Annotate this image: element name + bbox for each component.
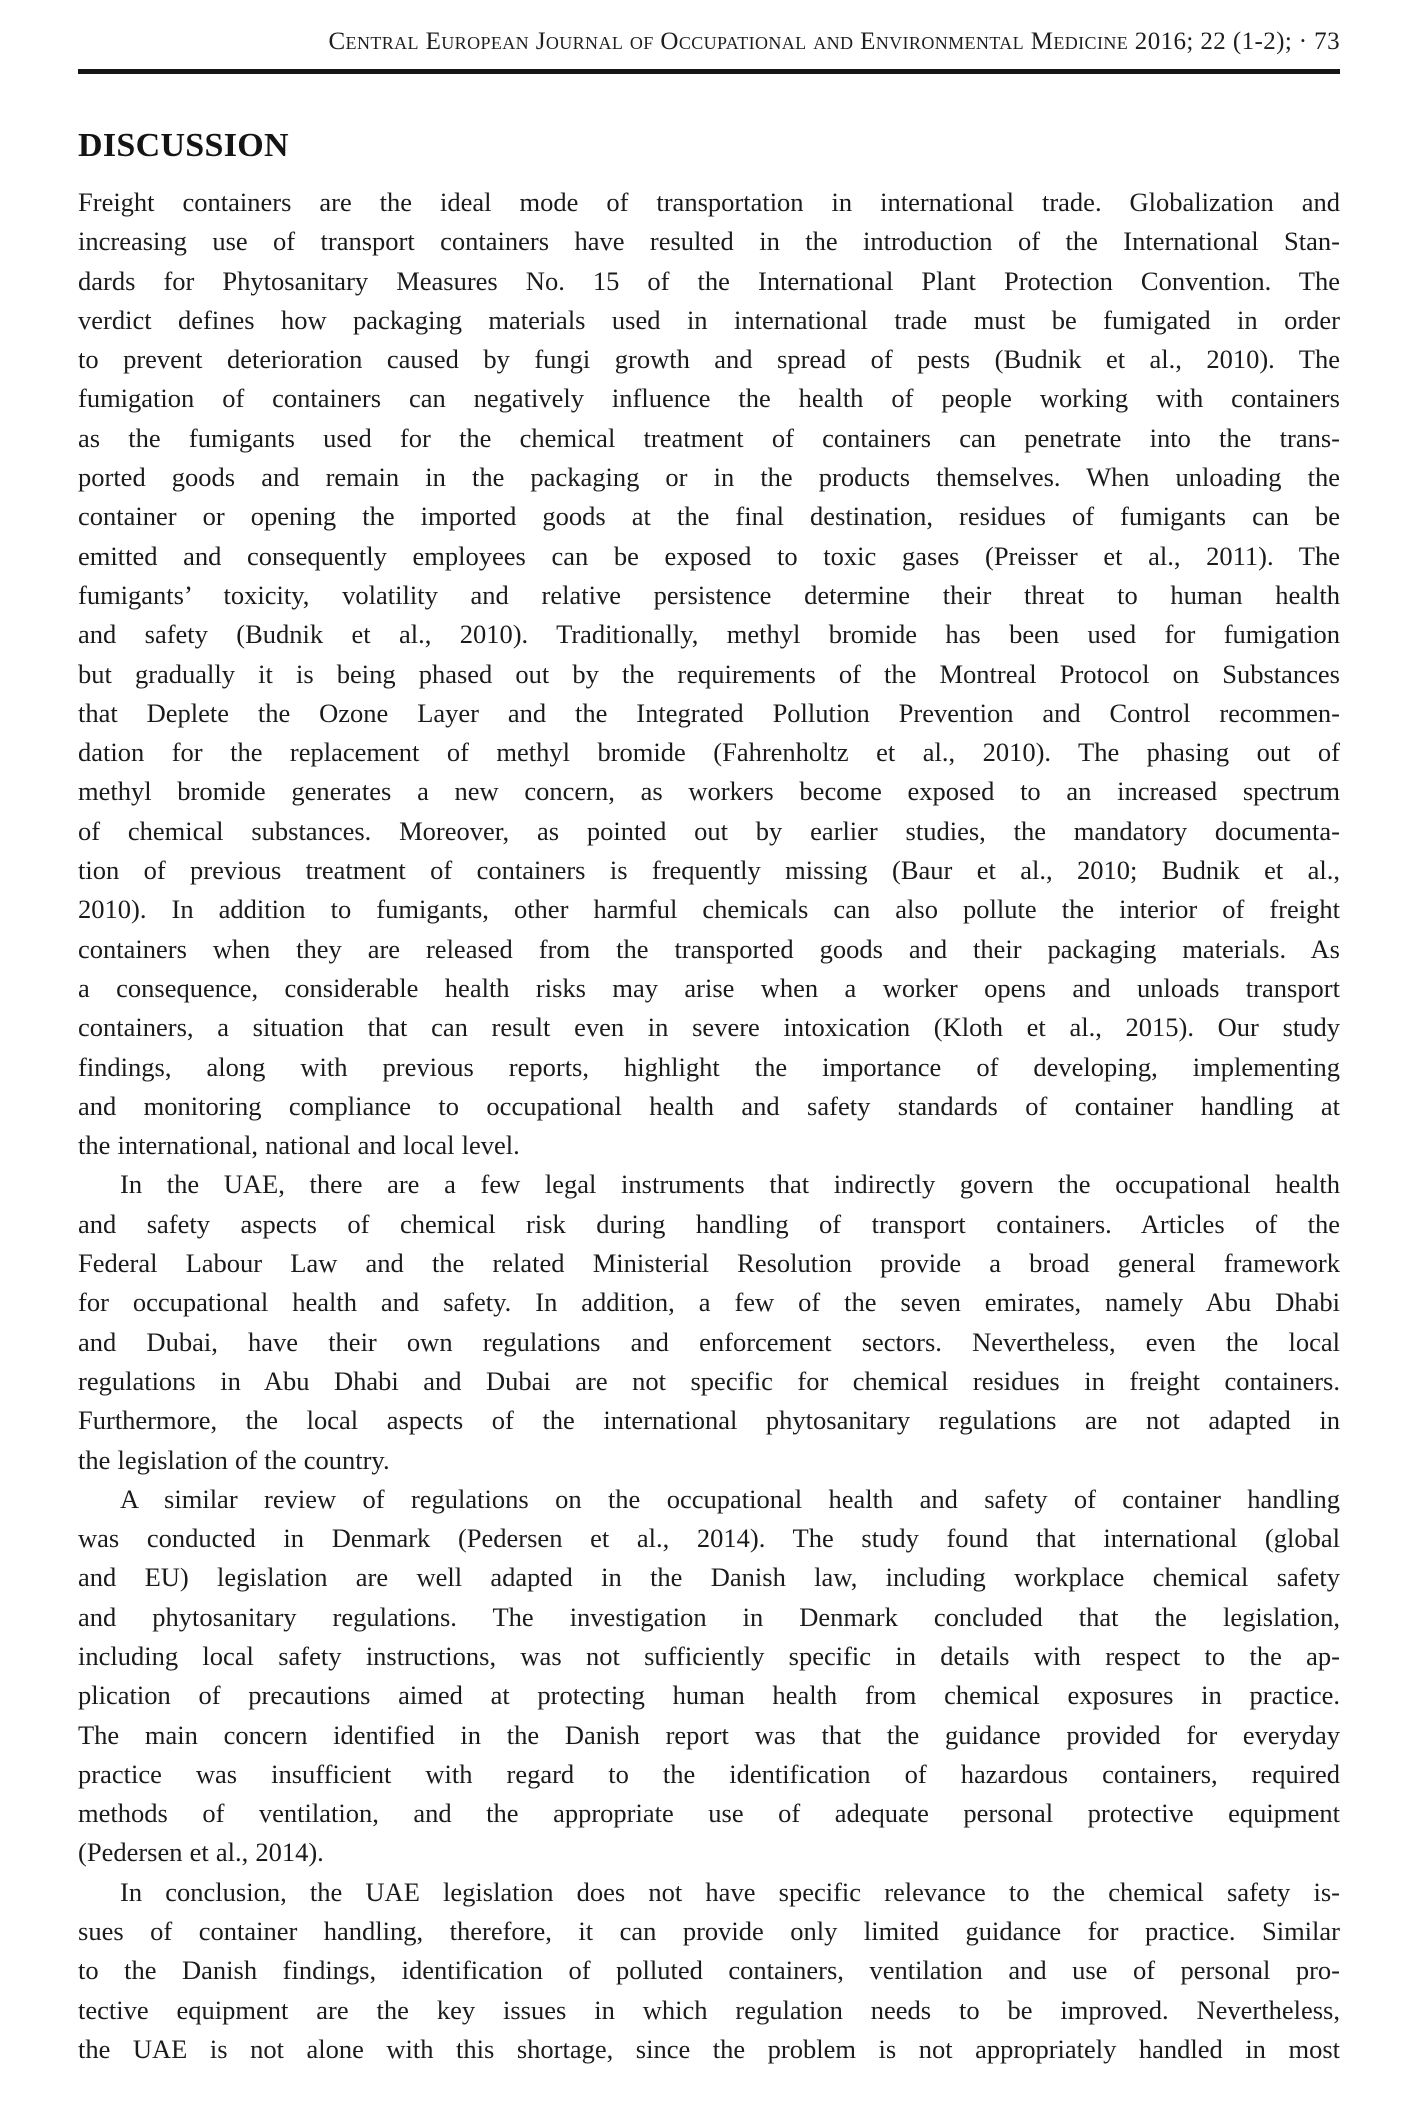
- text-line: fumigation of containers can negatively influence the health of people working with containers: [78, 383, 1340, 414]
- paragraph: [78, 183, 1340, 1165]
- paragraph: [78, 1873, 1340, 2069]
- text-line: sues of container handling, therefore, it can provide only limited guidance for practice. Similar: [78, 1916, 1340, 1947]
- text-line: and EU) legislation are well adapted in the Danish law, including workplace chemical safety: [78, 1562, 1340, 1593]
- text-line: and phytosanitary regulations. The investigation in Denmark concluded that the legislation,: [78, 1601, 1340, 1632]
- text-line: the UAE is not alone with this shortage, since the problem is not appropriately handled in most: [78, 2033, 1340, 2064]
- text-line: to prevent deterioration caused by fungi growth and spread of pests (Budnik et al., 2010). The: [78, 344, 1340, 375]
- text-line: and safety aspects of chemical risk during handling of transport containers. Articles of the: [78, 1208, 1340, 1239]
- text-line: containers when they are released from the transported goods and their packaging materials. As: [78, 933, 1340, 964]
- text-line: containers, a situation that can result even in severe intoxication (Kloth et al., 2015). Our study: [78, 1012, 1340, 1043]
- text-line: increasing use of transport containers have resulted in the introduction of the International Stan-: [78, 226, 1340, 257]
- text-line: In the UAE, there are a few legal instruments that indirectly govern the occupational health: [120, 1169, 1340, 1200]
- text-line: verdict defines how packaging materials used in international trade must be fumigated in order: [78, 304, 1340, 335]
- section-title: DISCUSSION: [78, 127, 289, 164]
- text-line: plication of precautions aimed at protecting human health from chemical exposures in practice.: [78, 1680, 1340, 1711]
- paragraph: [78, 1165, 1340, 1479]
- text-line: methods of ventilation, and the appropriate use of adequate personal protective equipment: [78, 1798, 1340, 1829]
- text-line: the international, national and local level.: [78, 1130, 520, 1161]
- text-line: to the Danish findings, identification of polluted containers, ventilation and use of personal pro-: [78, 1955, 1340, 1986]
- text-line: dards for Phytosanitary Measures No. 15 of the International Plant Protection Convention. The: [78, 265, 1340, 296]
- text-line: A similar review of regulations on the occupational health and safety of container handling: [120, 1483, 1340, 1514]
- text-line: Freight containers are the ideal mode of transportation in international trade. Globalization and: [78, 187, 1340, 217]
- text-line: was conducted in Denmark (Pedersen et al., 2014). The study found that international (global: [78, 1523, 1340, 1554]
- text-line: that Deplete the Ozone Layer and the Integrated Pollution Prevention and Control recommen-: [78, 697, 1340, 728]
- text-line: The main concern identified in the Danish report was that the guidance provided for everyday: [78, 1719, 1340, 1750]
- text-line: 2010). In addition to fumigants, other harmful chemicals can also pollute the interior of freight: [78, 894, 1340, 925]
- text-line: of chemical substances. Moreover, as pointed out by earlier studies, the mandatory documenta-: [78, 815, 1340, 846]
- text-line: regulations in Abu Dhabi and Dubai are not specific for chemical residues in freight containers.: [78, 1365, 1340, 1396]
- text-line: findings, along with previous reports, highlight the importance of developing, implementing: [78, 1051, 1340, 1082]
- text-line: tective equipment are the key issues in which regulation needs to be improved. Nevertheless,: [78, 1994, 1340, 2025]
- text-line: ported goods and remain in the packaging or in the products themselves. When unloading the: [78, 462, 1340, 493]
- text-line: emitted and consequently employees can be exposed to toxic gases (Preisser et al., 2011). The: [78, 540, 1340, 571]
- paragraph: [78, 1480, 1340, 1873]
- text-line: Furthermore, the local aspects of the international phytosanitary regulations are not adapted in: [78, 1405, 1340, 1436]
- text-line: and safety (Budnik et al., 2010). Traditionally, methyl bromide has been used for fumigation: [78, 619, 1340, 650]
- text-line: as the fumigants used for the chemical treatment of containers can penetrate into the trans-: [78, 422, 1340, 453]
- header-rule: [78, 69, 1340, 74]
- text-line: (Pedersen et al., 2014).: [78, 1837, 324, 1868]
- paragraphs: [78, 183, 1340, 2069]
- text-line: dation for the replacement of methyl bromide (Fahrenholtz et al., 2010). The phasing out of: [78, 737, 1340, 768]
- text-line: tion of previous treatment of containers is frequently missing (Baur et al., 2010; Budnik et al.,: [78, 855, 1340, 886]
- text-line: Federal Labour Law and the related Ministerial Resolution provide a broad general framework: [78, 1248, 1340, 1279]
- text-line: In conclusion, the UAE legislation does not have specific relevance to the chemical safety is-: [120, 1876, 1340, 1907]
- text-line: the legislation of the country.: [78, 1444, 390, 1475]
- text-line: a consequence, considerable health risks may arise when a worker opens and unloads transport: [78, 972, 1340, 1003]
- text-line: including local safety instructions, was not sufficiently specific in details with respect to the ap-: [78, 1640, 1340, 1671]
- text-line: for occupational health and safety. In addition, a few of the seven emirates, namely Abu Dhabi: [78, 1287, 1340, 1318]
- journal-header: Central European Journal of Occupational and Environmental Medicine 2016; 22 (1-2); · 73: [328, 28, 1340, 55]
- text-line: but gradually it is being phased out by the requirements of the Montreal Protocol on Substances: [78, 658, 1340, 689]
- text-line: fumigants’ toxicity, volatility and relative persistence determine their threat to human health: [78, 579, 1340, 610]
- text-line: and Dubai, have their own regulations and enforcement sectors. Nevertheless, even the local: [78, 1326, 1340, 1357]
- text-line: methyl bromide generates a new concern, as workers become exposed to an increased spectrum: [78, 776, 1340, 807]
- text-line: practice was insufficient with regard to the identification of hazardous containers, required: [78, 1758, 1340, 1789]
- text-line: and monitoring compliance to occupational health and safety standards of container handling at: [78, 1090, 1340, 1121]
- text-line: container or opening the imported goods at the final destination, residues of fumigants can be: [78, 501, 1340, 532]
